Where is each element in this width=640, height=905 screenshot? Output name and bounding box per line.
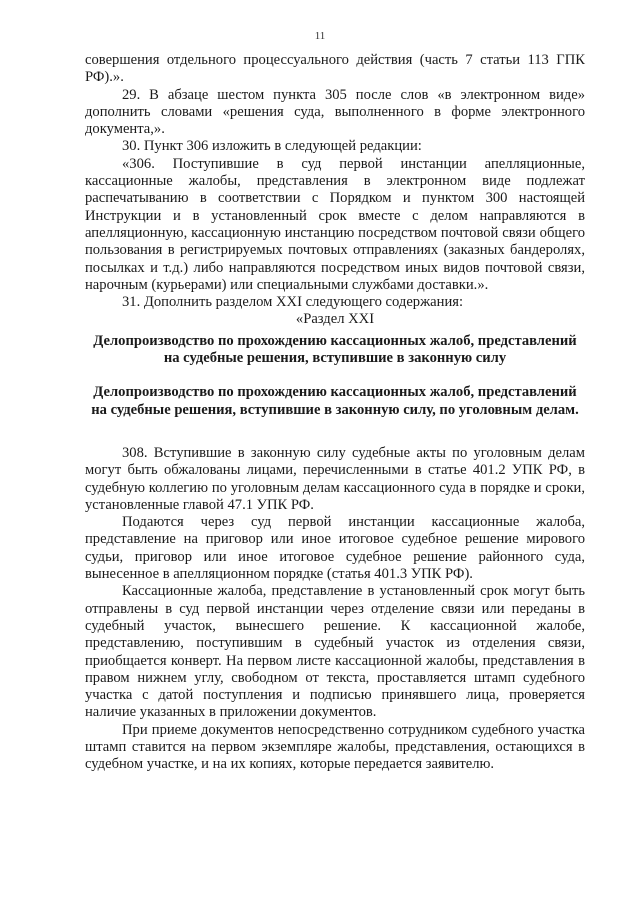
page-number: 11 [314,30,326,42]
paragraph-reception: При приеме документов непосредственно сотрудником судебного участка штамп ставится на первом экземпляре жалобы, представления, остающихся в судебном участке, и на их копиях, которые передается заявителю. [85,721,585,773]
section-title: «Раздел XXI [295,311,375,328]
document-body [85,52,585,774]
paragraph-29: 29. В абзаце шестом пункта 305 после слов «в электронном виде» дополнить словами «решения суда, выполненного в форме электронного документа,». [85,86,585,138]
section-heading-2: Делопроизводство по прохождению кассационных жалоб, представлений на судебные решения, вступившие в законную силу, по уголовным делам. [91,384,579,418]
paragraph-filing: Подаются через суд первой инстанции кассационные жалоба, представление на приговор или иное итоговое судебное решение мирового судьи, приговор или иное итоговое судебное решение районного суда, вынесенное в апелляционном порядке (статья 401.3 УПК РФ). [85,514,585,583]
paragraph-306: «306. Поступившие в суд первой инстанции апелляционные, кассационные жалобы, представления в электронном виде подлежат распечатыванию в соответствии с Порядком и пунктом 300 настоящей Инструкции и в установленный срок вместе с делом направляются в апелляционную, кассационную инстанцию посредством почтовой связи общего пользования в регистрируемых почтовых отправлениях (заказных бандеролях, посылках и т.д.) либо направляются посредством иных видов почтовой связи, нарочным (курьерами) или специальными службами доставки.». [85,155,585,293]
paragraph-30: 30. Пункт 306 изложить в следующей редакции: [122,138,422,155]
paragraph-31: 31. Дополнить разделом XXI следующего содержания: [122,294,464,311]
section-heading-1: Делопроизводство по прохождению кассационных жалоб, представлений на судебные решения, вступившие в законную силу [93,332,577,367]
paragraph-308: 308. Вступившие в законную силу судебные акты по уголовным делам могут быть обжалованы лицами, перечисленными в статье 401.2 УПК РФ, в судебную коллегию по уголовным делам кассационного суда в порядке и сроки, установленные главой 47.1 УПК РФ. [85,444,585,513]
paragraph-submission: Кассационные жалоба, представление в установленный срок могут быть отправлены в суд первой инстанции через отделение связи или переданы в судебный участок, вынесшего решение. К кассационной жалобе, представлению, поступившим в судебный участок из отделения связи, приобщается конверт. На первом листе кассационной жалобы, представления в правом нижнем углу, свободном от текста, проставляется штамп судебного участка с датой поступления и подписью принявшего лица, проверяется наличие указанных в приложении документов. [85,583,585,721]
paragraph-continuation: совершения отдельного процессуального действия (часть 7 статьи 113 ГПК РФ).». [85,52,585,86]
